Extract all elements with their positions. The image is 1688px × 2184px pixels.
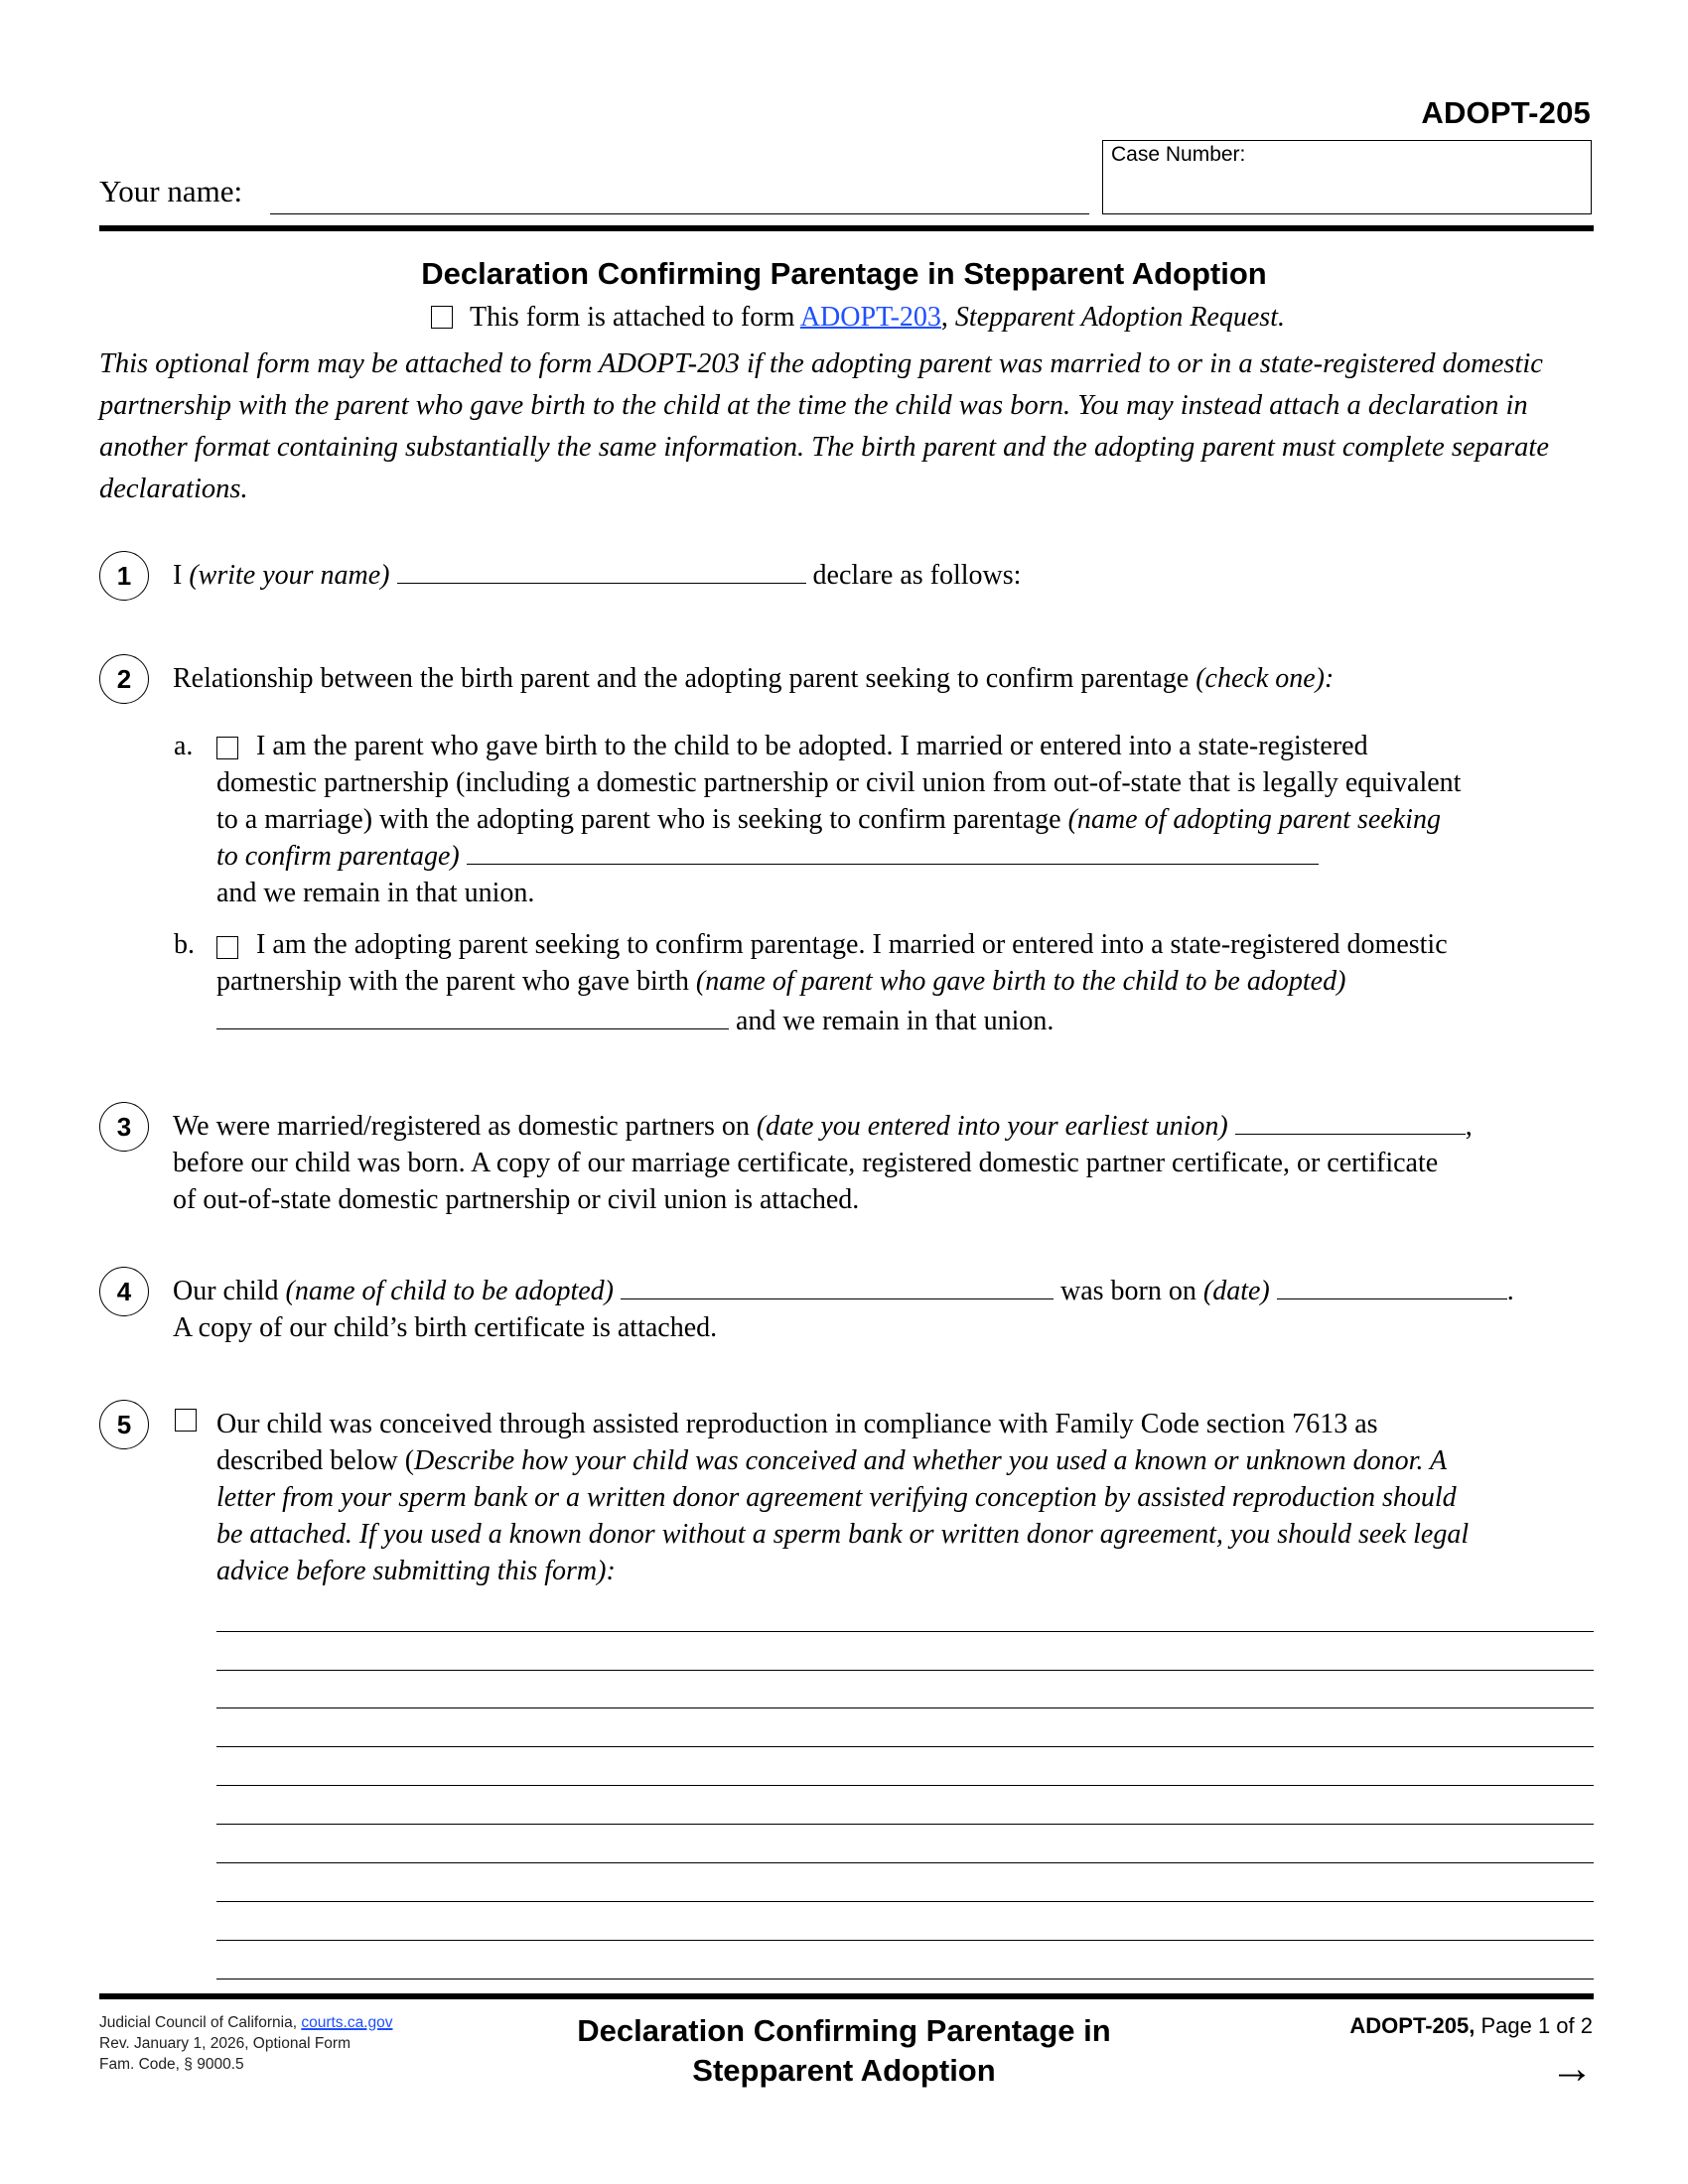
- header-divider: [99, 225, 1594, 231]
- footer-title: Declaration Confirming Parentage in Stepparent Adoption: [577, 2013, 1111, 2088]
- option-a-label: a.: [174, 731, 194, 761]
- description-line-2[interactable]: [216, 1670, 1594, 1671]
- option-a-checkbox[interactable]: [216, 737, 238, 759]
- attachment-text: This form is attached to form: [470, 302, 800, 333]
- adopting-parent-name-input[interactable]: [467, 838, 1319, 865]
- item-1: I (write your name) declare as follows:: [173, 557, 1021, 594]
- option-a-line-4: to confirm parentage): [216, 838, 1319, 875]
- option-b-checkbox[interactable]: [216, 936, 238, 959]
- description-line-4[interactable]: [216, 1746, 1594, 1747]
- item-4-number: 4: [99, 1267, 149, 1316]
- footer-divider: [99, 1993, 1594, 1999]
- child-birth-date-input[interactable]: [1277, 1273, 1507, 1299]
- option-a-line-2: domestic partnership (including a domestic partnership or civil union from out-of-state that is legally equivalent: [216, 767, 1462, 798]
- item-5-line-5: advice before submitting this form):: [216, 1556, 616, 1586]
- description-line-7[interactable]: [216, 1862, 1594, 1863]
- item-3-line-3: of out-of-state domestic partnership or civil union is attached.: [173, 1184, 860, 1215]
- courts-ca-gov-link[interactable]: courts.ca.gov: [301, 2014, 393, 2031]
- attachment-row: This form is attached to form ADOPT-203, Stepparent Adoption Request.: [431, 302, 1285, 334]
- your-name-label: Your name:: [99, 174, 243, 208]
- option-a-line-3: to a marriage) with the adopting parent who is seeking to confirm parentage (name of adopting parent seeking: [216, 804, 1441, 835]
- item-5-number: 5: [99, 1400, 149, 1449]
- revision-date: Rev. January 1, 2026, Optional Form: [99, 2035, 352, 2052]
- assisted-reproduction-checkbox[interactable]: [175, 1409, 197, 1432]
- description-line-1[interactable]: [216, 1631, 1594, 1632]
- union-date-input[interactable]: [1235, 1108, 1466, 1135]
- page-indicator: ADOPT-205, Page 1 of 2: [1349, 2013, 1593, 2038]
- option-b-line-1: I am the adopting parent seeking to confirm parentage. I married or entered into a state-registered domestic: [256, 929, 1448, 960]
- item-4-line-1: Our child (name of child to be adopted) was born on (date) .: [173, 1273, 1514, 1309]
- intro-instructions: This optional form may be attached to form ADOPT-203 if the adopting parent was married to or in a state-registered domestic partnership with the parent who gave birth to the child at the time the child was born. You may instead attach a declaration in another format containing substantially the same information. The birth parent and the adopting parent must complete separate declarations.: [99, 348, 1549, 504]
- birth-parent-name-input[interactable]: [216, 1003, 729, 1029]
- declarant-name-input[interactable]: [397, 557, 806, 584]
- item-3-line-1: We were married/registered as domestic partners on (date you entered into your earliest union) ,: [173, 1108, 1473, 1145]
- description-line-8[interactable]: [216, 1901, 1594, 1902]
- attachment-form-name: Stepparent Adoption Request.: [954, 302, 1285, 333]
- description-line-5[interactable]: [216, 1785, 1594, 1786]
- item-5-line-2: described below (Describe how your child was conceived and whether you used a known or unknown donor. A: [216, 1445, 1448, 1476]
- item-4-line-2: A copy of our child’s birth certificate is attached.: [173, 1312, 718, 1343]
- description-line-3[interactable]: [216, 1707, 1594, 1708]
- item-1-hint: (write your name): [189, 560, 390, 591]
- legal-citation: Fam. Code, § 9000.5: [99, 2056, 244, 2073]
- footer-info: Judicial Council of California, courts.ca.gov Rev. January 1, 2026, Optional Form Fam. Code, § 9000.5: [99, 2014, 393, 2073]
- option-b-line-3: and we remain in that union.: [216, 1003, 1054, 1039]
- option-a-line-5: and we remain in that union.: [216, 878, 535, 908]
- item-1-number: 1: [99, 551, 149, 601]
- form-id: ADOPT-205: [1421, 95, 1591, 130]
- description-line-6[interactable]: [216, 1824, 1594, 1825]
- next-page-arrow-icon[interactable]: →: [1550, 2044, 1594, 2093]
- option-a-line-1: I am the parent who gave birth to the child to be adopted. I married or entered into a state-registered: [256, 731, 1368, 761]
- description-line-9[interactable]: [216, 1940, 1594, 1941]
- item-5-line-3: letter from your sperm bank or a written donor agreement verifying conception by assisted reproduction should: [216, 1482, 1457, 1513]
- item-3-number: 3: [99, 1102, 149, 1152]
- option-b-label: b.: [174, 929, 195, 960]
- attached-to-adopt203-checkbox[interactable]: [431, 306, 453, 329]
- page-title: Declaration Confirming Parentage in Stepparent Adoption: [421, 256, 1267, 291]
- case-number-field[interactable]: [1102, 140, 1592, 214]
- item-5-line-4: be attached. If you used a known donor without a sperm bank or written donor agreement, you should seek legal: [216, 1519, 1470, 1550]
- your-name-input[interactable]: [270, 213, 1089, 214]
- case-number-label: Case Number:: [1111, 143, 1246, 166]
- adopt-203-link[interactable]: ADOPT-203: [799, 302, 941, 333]
- item-5-line-1: Our child was conceived through assisted reproduction in compliance with Family Code section 7613 as: [216, 1409, 1378, 1439]
- item-2-heading: Relationship between the birth parent and the adopting parent seeking to confirm parentage (check one):: [173, 663, 1335, 694]
- option-b-line-2: partnership with the parent who gave birth (name of parent who gave birth to the child to be adopted): [216, 966, 1346, 997]
- item-3-line-2: before our child was born. A copy of our marriage certificate, registered domestic partner certificate, or certificate: [173, 1148, 1439, 1178]
- child-name-input[interactable]: [621, 1273, 1054, 1299]
- item-2-number: 2: [99, 654, 149, 704]
